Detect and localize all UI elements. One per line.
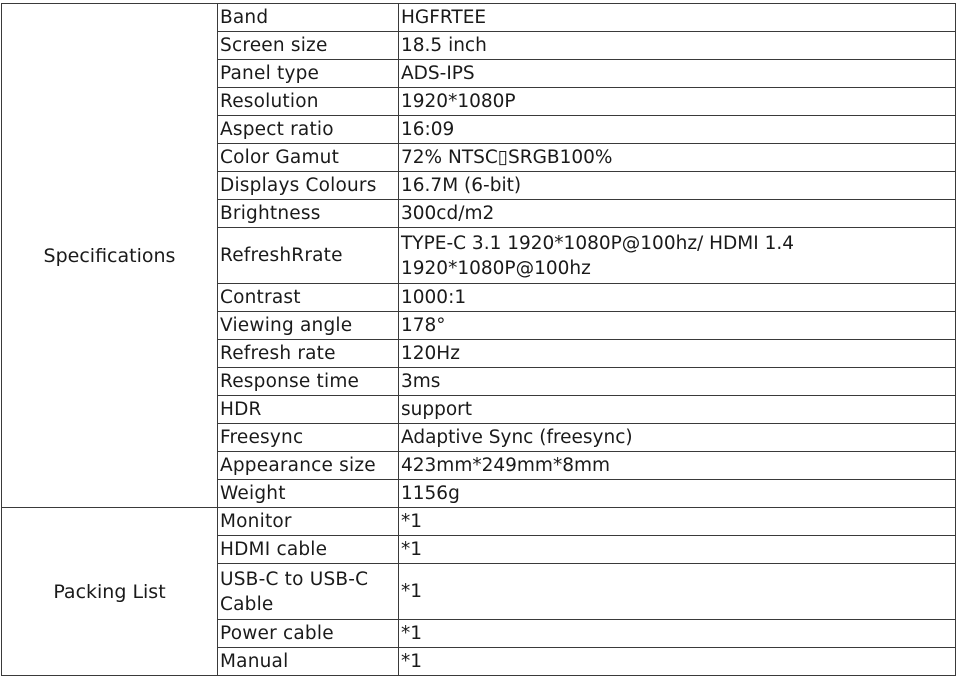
spec-label: Weight: [218, 480, 399, 508]
spec-value: 300cd/m2: [399, 200, 956, 228]
packing-item-label: USB-C to USB-C Cable: [218, 564, 399, 620]
spec-label: Screen size: [218, 32, 399, 60]
spec-value: 178°: [399, 312, 956, 340]
spec-value: 1000:1: [399, 284, 956, 312]
spec-label: Displays Colours: [218, 172, 399, 200]
spec-label: Aspect ratio: [218, 116, 399, 144]
spec-label: Response time: [218, 368, 399, 396]
spec-value: 72% NTSC▯SRGB100%: [399, 144, 956, 172]
table-row: [2, 4, 956, 32]
spec-label: Panel type: [218, 60, 399, 88]
packing-item-label: Manual: [218, 648, 399, 676]
spec-value: ADS-IPS: [399, 60, 956, 88]
spec-value: 3ms: [399, 368, 956, 396]
group-label-packing-list: Packing List: [2, 508, 218, 676]
packing-item-qty: *1: [399, 564, 956, 620]
spec-label: Viewing angle: [218, 312, 399, 340]
packing-item-qty: *1: [399, 648, 956, 676]
spec-label: Resolution: [218, 88, 399, 116]
spec-label: Color Gamut: [218, 144, 399, 172]
packing-item-qty: *1: [399, 620, 956, 648]
spec-label: HDR: [218, 396, 399, 424]
packing-item-label: Power cable: [218, 620, 399, 648]
spec-value: 1156g: [399, 480, 956, 508]
spec-value: HGFRTEE: [399, 4, 956, 32]
group-label-specifications: Specifications: [2, 4, 218, 508]
spec-label: Refresh rate: [218, 340, 399, 368]
spec-label: Band: [218, 4, 399, 32]
spec-value: 18.5 inch: [399, 32, 956, 60]
spec-value: 16.7M (6-bit): [399, 172, 956, 200]
spec-value: Adaptive Sync (freesync): [399, 424, 956, 452]
spec-value: support: [399, 396, 956, 424]
spec-value: TYPE-C 3.1 1920*1080P@100hz/ HDMI 1.4 1920*1080P@100hz: [399, 228, 956, 284]
spec-label: Appearance size: [218, 452, 399, 480]
spec-label: Contrast: [218, 284, 399, 312]
spec-label: Brightness: [218, 200, 399, 228]
spec-table: [1, 3, 956, 676]
packing-item-label: HDMI cable: [218, 536, 399, 564]
packing-item-label: Monitor: [218, 508, 399, 536]
packing-item-qty: *1: [399, 508, 956, 536]
spec-label: RefreshRrate: [218, 228, 399, 284]
spec-value: 120Hz: [399, 340, 956, 368]
spec-value: 423mm*249mm*8mm: [399, 452, 956, 480]
packing-item-qty: *1: [399, 536, 956, 564]
table-row: [2, 508, 956, 536]
spec-value: 1920*1080P: [399, 88, 956, 116]
spec-value: 16:09: [399, 116, 956, 144]
spec-label: Freesync: [218, 424, 399, 452]
